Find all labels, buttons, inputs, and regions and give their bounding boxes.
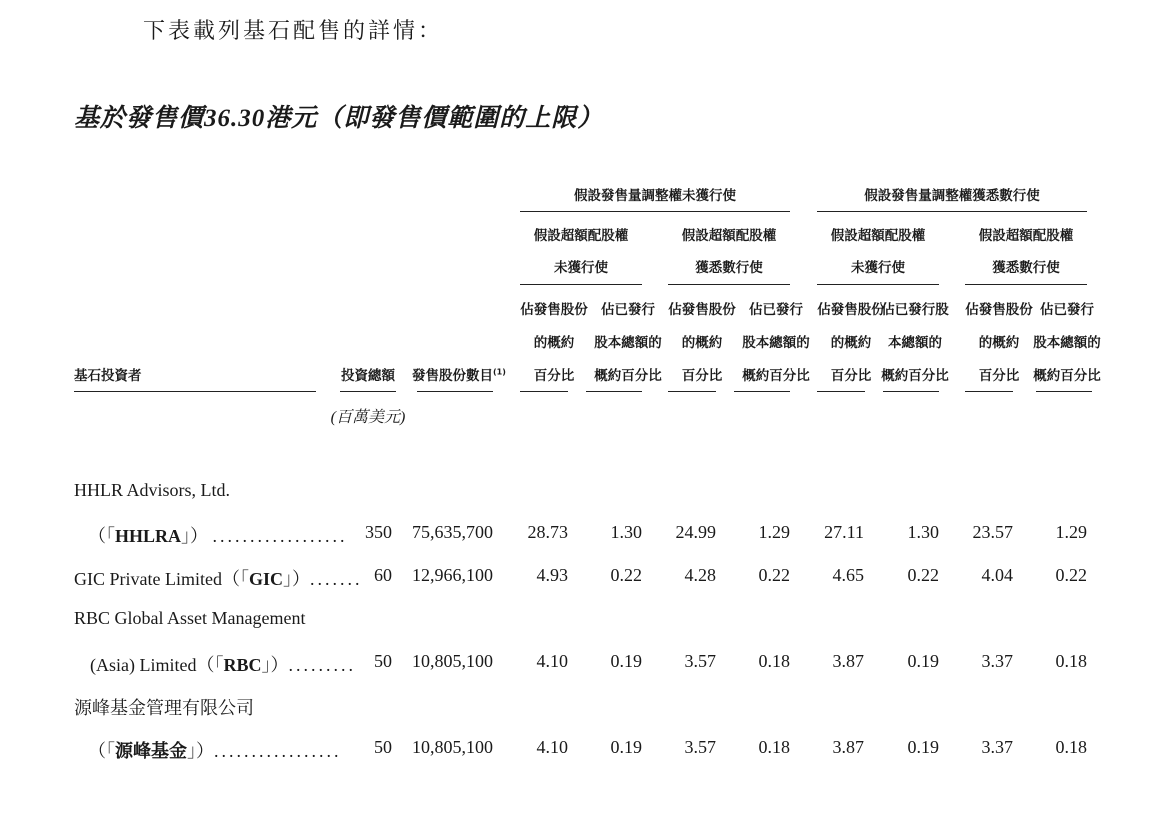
- row-1-shares: 75,635,700: [412, 522, 493, 542]
- row-4-investment: 50: [374, 737, 392, 757]
- row-4-name-pre: （「: [88, 741, 115, 761]
- sub-header-3-line2: 未獲行使: [851, 260, 905, 276]
- row-1-name-pre: （「: [88, 526, 115, 546]
- pct-header-7-line3: 百分比: [978, 368, 1020, 384]
- section-heading: 基於發售價36.30港元（即發售價範圍的上限）: [74, 105, 604, 132]
- pct-header-3-line3: 百分比: [681, 368, 723, 384]
- row-1-pct-4: 1.29: [758, 522, 790, 542]
- pct-header-5-rule: [817, 391, 865, 392]
- col-header-shares-label: 發售股份數目: [412, 368, 493, 384]
- pct-header-1-line1: 佔發售股份: [520, 302, 588, 318]
- row-4-name-line2: [88, 737, 342, 763]
- pct-header-5-line1: 佔發售股份: [817, 302, 885, 318]
- group-header-2-rule: [817, 211, 1087, 212]
- row-4-pct-3: 3.57: [684, 737, 716, 757]
- sub-header-4-rule: [965, 284, 1087, 285]
- col-header-investment: 投資總額: [341, 368, 395, 384]
- row-4-name-post: 」）: [187, 741, 214, 761]
- row-3-pct-2: 0.19: [610, 651, 642, 671]
- pct-header-6-line3: 概約百分比: [881, 368, 949, 384]
- row-2-investment: 60: [374, 565, 392, 585]
- row-2-pct-3: 4.28: [684, 565, 716, 585]
- pct-header-5-line2: 的概約: [830, 335, 872, 351]
- col-header-shares: [412, 360, 506, 392]
- pct-header-7-rule: [965, 391, 1013, 392]
- pct-header-2-rule: [586, 391, 642, 392]
- footnote-marker: (1): [493, 367, 506, 377]
- pct-header-2-line3: 概約百分比: [594, 368, 662, 384]
- row-3-pct-4: 0.18: [758, 651, 790, 671]
- row-4-pct-2: 0.19: [610, 737, 642, 757]
- row-2-leader-dots: .......: [310, 569, 363, 589]
- row-2-pct-8: 0.22: [1055, 565, 1087, 585]
- pct-header-2-line2: 股本總額的: [594, 335, 662, 351]
- group-header-1: 假設發售量調整權未獲行使: [574, 188, 736, 204]
- sub-header-4-line1: 假設超額配股權: [978, 228, 1074, 244]
- pct-header-8-line1: 佔已發行: [1040, 302, 1094, 318]
- col-header-investment-rule: [340, 391, 396, 392]
- pct-header-3-line2: 的概約: [681, 335, 723, 351]
- row-2-pct-7: 4.04: [981, 565, 1013, 585]
- row-3-name-pre: (Asia) Limited（「: [90, 655, 224, 675]
- row-3-pct-8: 0.18: [1055, 651, 1087, 671]
- investment-unit: (百萬美元): [330, 409, 406, 426]
- row-4-short-name: 源峰基金: [115, 741, 187, 761]
- row-2-pct-6: 0.22: [907, 565, 939, 585]
- row-4-name-line1: 源峰基金管理有限公司: [74, 698, 254, 718]
- row-2-name-pre: GIC Private Limited（「: [74, 569, 249, 589]
- row-4-pct-4: 0.18: [758, 737, 790, 757]
- row-3-pct-6: 0.19: [907, 651, 939, 671]
- row-1-investment: 350: [365, 522, 392, 542]
- row-3-name-line1: RBC Global Asset Management: [74, 608, 306, 628]
- row-3-investment: 50: [374, 651, 392, 671]
- row-1-pct-7: 23.57: [972, 522, 1013, 542]
- row-4-pct-8: 0.18: [1055, 737, 1087, 757]
- pct-header-4-rule: [734, 391, 790, 392]
- row-4-shares: 10,805,100: [412, 737, 493, 757]
- row-1-pct-8: 1.29: [1055, 522, 1087, 542]
- sub-header-2-line1: 假設超額配股權: [681, 228, 777, 244]
- pct-header-2-line1: 佔已發行: [601, 302, 655, 318]
- row-2-pct-1: 4.93: [536, 565, 568, 585]
- intro-text: 下表載列基石配售的詳情：: [143, 18, 444, 43]
- row-1-pct-5: 27.11: [824, 522, 864, 542]
- row-3-leader-dots: .........: [288, 655, 356, 675]
- row-1-leader-dots: ..................: [212, 526, 348, 546]
- pct-header-4-line3: 概約百分比: [742, 368, 810, 384]
- row-1-pct-3: 24.99: [675, 522, 716, 542]
- pct-header-3-line1: 佔發售股份: [668, 302, 736, 318]
- row-4-pct-5: 3.87: [832, 737, 864, 757]
- pct-header-3-rule: [668, 391, 716, 392]
- row-3-pct-1: 4.10: [536, 651, 568, 671]
- row-2-short-name: GIC: [248, 569, 283, 589]
- pct-header-6-rule: [883, 391, 939, 392]
- row-1-pct-6: 1.30: [907, 522, 939, 542]
- sub-header-2-line2: 獲悉數行使: [695, 260, 763, 276]
- sub-header-3-line1: 假設超額配股權: [830, 228, 926, 244]
- row-3-name-post: 」）: [261, 655, 289, 675]
- row-3-name-line2: [90, 651, 356, 677]
- pct-header-4-line2: 股本總額的: [742, 335, 810, 351]
- col-header-investor-rule: [74, 391, 316, 392]
- sub-header-4-line2: 獲悉數行使: [992, 260, 1060, 276]
- row-1-name-post: 」）: [181, 526, 209, 546]
- pct-header-8-rule: [1036, 391, 1092, 392]
- pct-header-7-line1: 佔發售股份: [965, 302, 1033, 318]
- row-2-pct-5: 4.65: [832, 565, 864, 585]
- row-4-pct-7: 3.37: [981, 737, 1013, 757]
- col-header-shares-rule: [417, 391, 493, 392]
- pct-header-1-rule: [520, 391, 568, 392]
- row-4-pct-6: 0.19: [907, 737, 939, 757]
- row-1-pct-2: 1.30: [610, 522, 642, 542]
- pct-header-6-line2: 本總額的: [888, 335, 942, 351]
- row-2-name-post: 」）: [283, 569, 310, 589]
- row-2-pct-2: 0.22: [610, 565, 642, 585]
- pct-header-7-line2: 的概約: [978, 335, 1020, 351]
- row-3-pct-5: 3.87: [832, 651, 864, 671]
- pct-header-4-line1: 佔已發行: [749, 302, 803, 318]
- pct-header-1-line2: 的概約: [533, 335, 575, 351]
- row-3-pct-7: 3.37: [981, 651, 1013, 671]
- row-4-pct-1: 4.10: [536, 737, 568, 757]
- group-header-1-rule: [520, 211, 790, 212]
- row-1-pct-1: 28.73: [527, 522, 568, 542]
- row-2-pct-4: 0.22: [758, 565, 790, 585]
- row-2-name: [74, 565, 363, 591]
- row-3-pct-3: 3.57: [684, 651, 716, 671]
- row-4-leader-dots: .................: [214, 741, 342, 761]
- row-3-short-name: RBC: [223, 655, 262, 675]
- group-header-2: 假設發售量調整權獲悉數行使: [864, 188, 1040, 204]
- row-1-name-line1: HHLR Advisors, Ltd.: [74, 480, 231, 500]
- row-1-short-name: HHLRA: [115, 526, 182, 546]
- pct-header-5-line3: 百分比: [830, 368, 872, 384]
- sub-header-1-line2: 未獲行使: [554, 260, 608, 276]
- row-2-shares: 12,966,100: [412, 565, 493, 585]
- sub-header-1-rule: [520, 284, 642, 285]
- col-header-investor: 基石投資者: [74, 368, 142, 384]
- pct-header-6-line1: 佔已發行股: [881, 302, 949, 318]
- sub-header-1-line1: 假設超額配股權: [533, 228, 629, 244]
- row-1-name-line2: [88, 522, 348, 548]
- pct-header-1-line3: 百分比: [533, 368, 575, 384]
- pct-header-8-line3: 概約百分比: [1033, 368, 1101, 384]
- sub-header-3-rule: [817, 284, 939, 285]
- row-3-shares: 10,805,100: [412, 651, 493, 671]
- sub-header-2-rule: [668, 284, 790, 285]
- pct-header-8-line2: 股本總額的: [1033, 335, 1101, 351]
